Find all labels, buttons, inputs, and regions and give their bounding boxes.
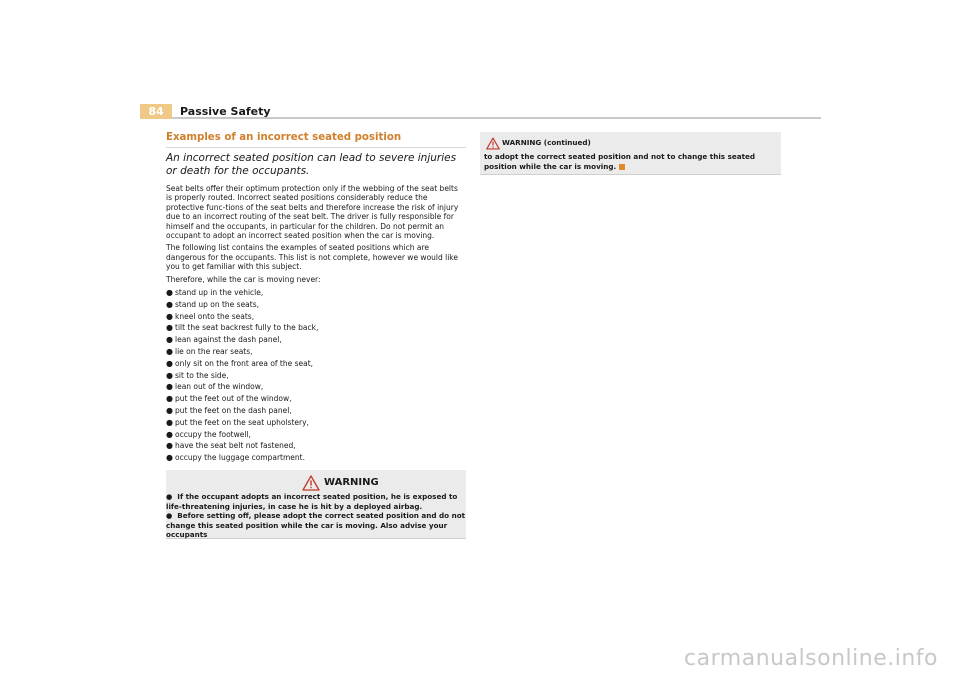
- bullet-dot-icon: ●: [166, 299, 173, 309]
- bullet-dot-icon: ●: [166, 492, 173, 501]
- warning-continued-title: WARNING (continued): [502, 138, 591, 147]
- bullet-dot-icon: ●: [166, 453, 173, 463]
- list-item: ● only sit on the front area of the seat,: [166, 358, 314, 368]
- article: [166, 131, 466, 464]
- warning-triangle-icon: [302, 475, 320, 491]
- warning-triangle-icon: [486, 135, 500, 148]
- list-item: ● lean against the dash panel,: [166, 335, 282, 345]
- warning-box: [166, 470, 466, 539]
- list-item: ● occupy the luggage compartment.: [166, 453, 305, 463]
- warning-body: [166, 492, 466, 540]
- list-item: ● stand up on the seats,: [166, 299, 260, 309]
- warning-title: WARNING: [324, 477, 379, 488]
- article-heading: Examples of an incorrect seated position: [166, 131, 466, 148]
- bullet-dot-icon: ●: [166, 323, 173, 333]
- bullet-dot-icon: ●: [166, 429, 173, 439]
- paragraph: The following list contains the examples of seated positions which are dangerous for the occupants. This list is not complete, however we would like you to get familiar with this subject.: [166, 243, 458, 272]
- bullet-dot-icon: ●: [166, 417, 173, 427]
- bullet-dot-icon: ●: [166, 358, 173, 368]
- list-item: ● put the feet out of the window,: [166, 394, 292, 404]
- list-item: ● kneel onto the seats,: [166, 311, 255, 321]
- list-item: ● sit to the side,: [166, 370, 229, 380]
- list-item: ● put the feet on the dash panel,: [166, 406, 292, 416]
- section-title: Passive Safety: [180, 105, 271, 118]
- list-item: ● lean out of the window,: [166, 382, 264, 392]
- list-item: ● stand up in the vehicle,: [166, 288, 264, 298]
- end-square-icon: [619, 164, 625, 170]
- bullet-dot-icon: ●: [166, 347, 173, 357]
- warning-item: ● If the occupant adopts an incorrect seated position, he is exposed to life-threatening injuries, in case he is hit by a deployed airbag.: [166, 492, 458, 511]
- list-item: ● put the feet on the seat upholstery,: [166, 417, 309, 427]
- list-item: ● lie on the rear seats,: [166, 347, 253, 357]
- bullet-dot-icon: ●: [166, 370, 173, 380]
- bullet-dot-icon: ●: [166, 335, 173, 345]
- warning-continued-body: to adopt the correct seated position and not to change this seated position while the car is moving.: [484, 152, 756, 171]
- bullet-dot-icon: ●: [166, 382, 173, 392]
- bullet-list: [166, 287, 466, 464]
- paragraph: Therefore, while the car is moving never:: [166, 274, 321, 284]
- page-number: 84: [140, 104, 172, 119]
- article-intro: An incorrect seated position can lead to severe injuries or death for the occupants.: [166, 152, 457, 177]
- list-item: ● have the seat belt not fastened,: [166, 441, 296, 451]
- bullet-dot-icon: ●: [166, 311, 173, 321]
- bullet-dot-icon: ●: [166, 441, 173, 451]
- footer-watermark: carmanualsonline.info: [684, 646, 938, 671]
- bullet-dot-icon: ●: [166, 288, 173, 298]
- paragraph: Seat belts offer their optimum protection only if the webbing of the seat belts is properly routed. Incorrect seated positions considerably reduce the protective func-tions of the seat belts and therefore increase the risk of injury due to an incorrect routing of the seat belt. The driver is fully responsible for himself and the occupants, in particular for the children. Do not permit an occupant to adopt an incorrect seated position when the car is moving.: [166, 184, 459, 241]
- warning-continued-box: [480, 132, 781, 175]
- list-item: ● tilt the seat backrest fully to the back,: [166, 323, 319, 333]
- bullet-dot-icon: ●: [166, 511, 173, 521]
- bullet-dot-icon: ●: [166, 406, 173, 416]
- warning-item: ● Before setting off, please adopt the correct seated position and do not change this seated position while the car is moving. Also advise your occupants: [166, 511, 466, 540]
- bullet-dot-icon: ●: [166, 394, 173, 404]
- article-body: [166, 184, 466, 284]
- list-item: ● occupy the footwell,: [166, 429, 251, 439]
